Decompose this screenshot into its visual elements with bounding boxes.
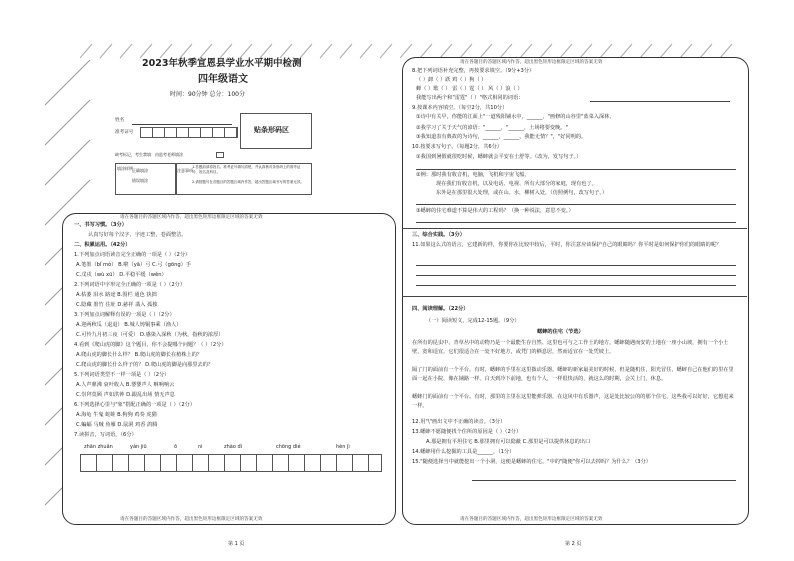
q10-b: ②例：那时我有收音机，电脑，飞机和宇宙飞船。 xyxy=(416,172,530,178)
left-page-number: 第 1 页 xyxy=(228,541,245,547)
q3-options-a: A.迎两秋瓜（退退） B.城人铸铜事乘（渔人） xyxy=(76,322,182,328)
pinyin-7: hèn jì xyxy=(336,444,350,450)
q10-a: ①我国到暑假就很吃时候，蟋蟀就会平安在土舒等。（改为，发写句子。） xyxy=(416,154,582,160)
correct-fill-label: 正确填涂 xyxy=(132,168,148,173)
wrong-fill-label: 错误填涂 xyxy=(132,178,148,183)
passage-para-1: 在所有的昆虫中，青草丛中的动物乃是一个最能生存自然、这里也可与之工作土的地方。蟋蟀随遇而安的土地在一座小山坡，拥有一个小土壁，宽和适宜，它们很适合在一处不好地方，或凭门的栖息居，然而适宜在一处凭坡上。 xyxy=(412,340,729,355)
q5: 5.下列词语类型不一样一项是（ ）（2分） xyxy=(74,372,170,378)
q6-options-b: C.蝙蝠 马贼 鱼雁 D.鼠洞 鸡香 鸽腾 xyxy=(76,422,158,428)
student-info-block xyxy=(110,105,400,195)
q10-b-line[interactable] xyxy=(416,204,736,205)
q8: 8.把下列词语补充完整，再按要求填空。（9分+3分） xyxy=(412,68,535,74)
section-divider-1 xyxy=(402,228,747,229)
pinyin-3: ō xyxy=(174,444,178,450)
q1-options-a: A.笔墨（bǐ mò） B.啦（yā）弓 C.弓（gōng）手 xyxy=(76,262,192,268)
q9-a: ①诗中有关早，你能的江面上"一道残阳铺水中，______，"画修的山谷里"蓝菜入深林， xyxy=(416,114,615,120)
q15: 15."随便选择当中就能挖出一个小洞，这便是蟋蟀的住宅。"中的"随便"你可以去掉吗？为什么？（3分） xyxy=(412,459,651,465)
right-page-number: 第 2 页 xyxy=(565,541,582,547)
note-1: 1.答题前请将姓名、准考证号填写清楚，并认真核对条形码上的准考证号、姓名及科目。 xyxy=(192,165,301,174)
q11-line-1[interactable] xyxy=(416,265,736,266)
exam-id-grid[interactable] xyxy=(140,127,238,138)
notes-label: 注意事项 xyxy=(177,168,193,173)
pinyin-1: zhān zhuǎn xyxy=(84,444,113,450)
q6: 6.下列选择心里与"象"搭配正确的一项是（ ）（2分） xyxy=(74,402,196,408)
fill-example-label: 填涂样例 xyxy=(117,166,133,171)
q10: 10.按要求写句子。（每题2分，共6分） xyxy=(412,144,503,150)
binding-hatch-icon xyxy=(80,40,400,60)
q11-line-3[interactable] xyxy=(416,285,736,286)
left-bottom-notice: 请在各题目的答题区域内作答，超出黑色矩形边框限定区域的答案无效 xyxy=(120,517,263,522)
section-4-heading: 四、阅读理解。（22分） xyxy=(412,306,469,312)
q2-options-a: A.枯萎 泪水 路途 B.围栏 通色 执拙 xyxy=(76,292,157,298)
passage-title: 蟋蟀的住宅（节选） xyxy=(537,329,584,335)
passage-para-2: 隔了门的面前有一个平台。有时，蟋蟀的手里在这里拨动乐器。蟋蟀的新家最美好的时候，但是随机住，阳光冒住，蟋蟀自己在他们的里在里面一起在小院，像在铺路一样。白天到冷下前地，也有个人，一样很快活的，就这么的时期，会关上门，休息。 xyxy=(412,367,734,382)
q1: 1.下列加点词语读音完全正确的一项是（ ）（2分） xyxy=(74,252,191,258)
q11-line-2[interactable] xyxy=(416,275,736,276)
q11: 11.如果这么式的语言，它建新的样，你要你在比较中较后，平时，你注意应该保护自己的眼睛吗？你平时是如何保护你们的眼睛的呢？ xyxy=(412,242,722,248)
absent-checkbox[interactable] xyxy=(216,152,224,158)
exam-title: 2023年秋季宣恩县学业水平期中检测 xyxy=(142,58,302,69)
note-2: 2.请按题号在各题目的答题区域内作答，超出答题区域书写的答案无效。 xyxy=(192,180,304,184)
q10-e: ③蟋蟀的住宅难道不算是伟大的工程吗？（换一种说法，意思不变。） xyxy=(416,208,574,214)
q8-row-a: （ ）卸（ ）跃 鸡（ ）狗（ ） xyxy=(416,77,487,83)
q13: 13.蟋蟀不愿随便找个住所的原因是（ ）（2分） xyxy=(412,429,522,435)
q10-d: 东外是在那里很大处理，或在山。水，柳树入处，（仿照例句，改写句子。） xyxy=(436,190,608,196)
exam-time-score: 时间：90分钟 总分：100分 xyxy=(170,91,245,98)
right-content xyxy=(412,68,742,513)
q10-e-line[interactable] xyxy=(416,222,736,223)
right-top-notice: 请在各题目的答题区域内作答，超出黑色矩形边框限定区域的答案无效 xyxy=(460,60,603,65)
section-1-text: 认真写好每个汉字，字迹工整，卷面整洁。 xyxy=(88,232,187,238)
section-1-heading: 一、书写习惯。（3分） xyxy=(74,222,127,228)
q5-options-a: A.人声鼎沸 衰叶收入 B.婴婴声人 咻响响云 xyxy=(76,382,175,388)
q4: 4.看到《爬山虎的脚》这个题目，你不会提哪个问题？（ ）（2分） xyxy=(74,342,227,348)
name-line xyxy=(132,124,232,125)
q1-options-b: C.戊戌（wù xū） D.平稳平缓（wěn） xyxy=(76,272,167,278)
q8-row-c: 我能写出两个和"雷霆"（ ）"格式相同的词语： xyxy=(416,95,524,101)
barcode-label: 贴条形码区 xyxy=(254,126,289,134)
q3: 3.下列加点词解释有误的一项是（ ）（2分） xyxy=(74,312,175,318)
left-content xyxy=(74,222,389,512)
right-bottom-notice: 请在各题目的答题区域内作答，超出黑色矩形边框限定区域的答案无效 xyxy=(460,517,603,522)
q7: 7.读拼音，写词语。（6分） xyxy=(74,432,137,438)
q15-line[interactable] xyxy=(472,480,736,481)
pinyin-6: chōng dié xyxy=(276,444,301,450)
q2: 2.下列词语中字形完全正确的一项是（ ）（2分） xyxy=(74,282,186,288)
q13-options: A.那是拥有平坦住宅 B.那里拥有可以隐蔽 C.那里是可以提供休息的出口 xyxy=(426,439,591,445)
exam-subject: 四年级语文 xyxy=(198,74,248,85)
pinyin-2: yán jiū xyxy=(130,444,147,450)
section-3-heading: 三、综合实践。（3分） xyxy=(412,232,465,238)
q4-options-b: C.爬山虎的脚长什么样子的？ D.爬山虎的脚是向那里去的？ xyxy=(76,362,214,368)
q9: 9.按课本内容填空。（每空2分，共10分） xyxy=(412,105,508,111)
writing-grid[interactable] xyxy=(80,454,382,472)
q3-options-b: C.可怜九月初三夜（可爱） D.感染入深秋（为秋，指秋的浓厚） xyxy=(76,332,224,338)
q10-a-line[interactable] xyxy=(416,169,736,170)
section-divider-2 xyxy=(402,296,747,297)
exam-id-label: 准考证号 xyxy=(115,130,134,135)
pinyin-4: ni xyxy=(198,444,203,450)
left-top-notice: 请在各题目的答题区域内作答，超出黑色矩形边框限定区域的答案无效 xyxy=(120,215,263,220)
top-binding-strip xyxy=(80,40,400,60)
q14: 14.蟋蟀用什么挖掘的工具是______。（1分） xyxy=(412,449,515,455)
name-label: 姓名 xyxy=(115,118,125,123)
q5-options-b: C.崇拜莫顾 声如洪钟 D.跟乱出场 情无声息 xyxy=(76,392,175,398)
q6-options-a: A.海龟 牛鬼 蛇蛙 B.狗狗 鸡奏 虎猫 xyxy=(76,412,157,418)
absent-label: 缺考标记，考生禁填：由监考老师填涂 xyxy=(115,152,183,157)
q2-options-b: C.隐藏 墨竹 住址 D.慈祥 翡入 孤独 xyxy=(76,302,158,308)
pinyin-5: zhào dì xyxy=(224,444,243,450)
q10-c: 现在我们有收音机，以及电话、电视、所有大部分的家庭，现有也了。 xyxy=(436,181,597,187)
q8-answer-line[interactable] xyxy=(590,101,730,102)
passage-para-3: 蟋蟀门的面前有一个平台。有时，那里的主里在这里能弹乐器，在这风中有乐器声，这是处比较公的的那个住宅，这些我可以好好，它想进来一样。 xyxy=(412,394,734,409)
passage-1-intro: （一）阅读短文，完成12-15题。（9分） xyxy=(426,318,520,324)
q9-c: ③我知道表有典故的为诗句，______，______，我能无情？"，"好同明的。 xyxy=(416,134,587,140)
q9-b: ②我学习了关于天气的谚语："______，"______，土场将要变晚。" xyxy=(416,125,568,131)
q4-options-a: A.爬山虎的脚长什么样？ B.爬山虎的脚长在植株上的？ xyxy=(76,352,203,358)
section-2-heading: 二、积累运用。（42分） xyxy=(74,242,131,248)
q8-row-b: 蝉（ ）歌（ ） 雷（ ）霆（ ） 风（ ）浪（ ） xyxy=(416,86,523,92)
q12: 12.用"\"画出文中不正确的读音。（3分） xyxy=(412,419,506,425)
